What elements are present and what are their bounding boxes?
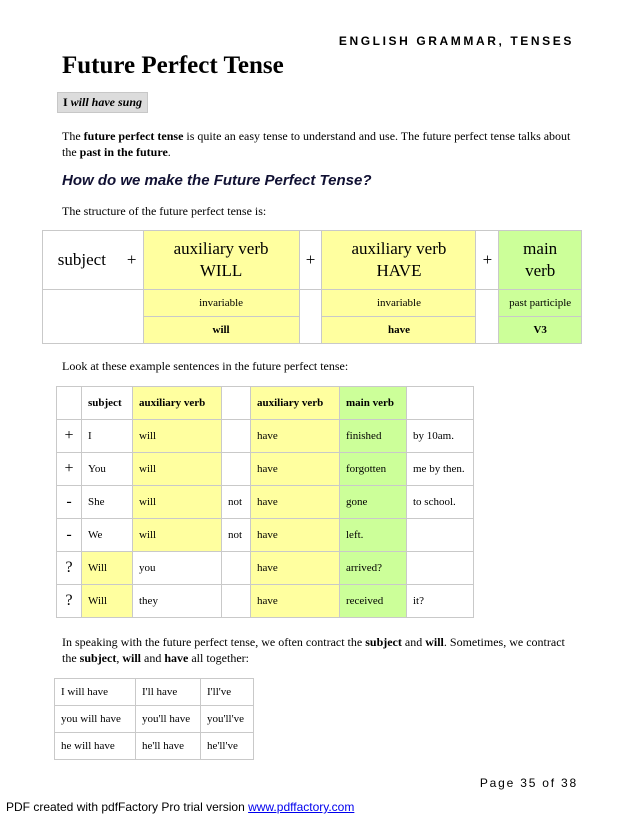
section-header: ENGLISH GRAMMAR, TENSES <box>338 34 574 48</box>
table-row: + I will have finished by 10am. <box>57 420 474 453</box>
polarity-symbol: + <box>57 453 82 486</box>
polarity-symbol: ? <box>57 552 82 585</box>
structure-main-note: past participle <box>499 290 582 317</box>
table-row: - We will not have left. <box>57 519 474 552</box>
contraction-table <box>54 678 254 760</box>
structure-aux2-form: have <box>322 317 476 344</box>
header-main-verb: main verb <box>340 387 407 420</box>
structure-aux1-form: will <box>143 317 299 344</box>
structure-subject: subject <box>43 231 121 290</box>
table-row: I will have I'll have I'll've <box>55 679 254 706</box>
page-title: Future Perfect Tense <box>62 52 284 79</box>
header-aux2: auxiliary verb <box>251 387 340 420</box>
example-subject: I <box>63 95 68 109</box>
polarity-symbol: ? <box>57 585 82 618</box>
structure-main-verb: main verb <box>499 231 582 290</box>
pdffactory-link[interactable]: www.pdffactory.com <box>248 800 355 814</box>
structure-aux2-note: invariable <box>322 290 476 317</box>
structure-table <box>42 230 582 344</box>
pdf-credit: PDF created with pdfFactory Pro trial version www.pdffactory.com <box>6 800 355 814</box>
table-row: ? Will you have arrived? <box>57 552 474 585</box>
examples-table <box>56 386 474 618</box>
page-number: Page 35 of 38 <box>479 776 578 790</box>
structure-aux1-note: invariable <box>143 290 299 317</box>
structure-plus-3: + <box>476 231 499 290</box>
polarity-symbol: - <box>57 486 82 519</box>
contraction-intro: In speaking with the future perfect tense, we often contract the subject and will. Sometimes, we contract the subject, will and have all together: <box>62 635 565 665</box>
example-rest: will have sung <box>70 95 143 109</box>
polarity-symbol: - <box>57 519 82 552</box>
example-sentence <box>57 92 148 113</box>
examples-intro: Look at these example sentences in the future perfect tense: <box>62 359 349 373</box>
structure-aux1: auxiliary verb WILL <box>143 231 299 290</box>
polarity-symbol: + <box>57 420 82 453</box>
structure-aux2: auxiliary verb HAVE <box>322 231 476 290</box>
structure-intro: The structure of the future perfect tense is: <box>62 204 267 218</box>
table-row: - She will not have gone to school. <box>57 486 474 519</box>
header-subject: subject <box>82 387 133 420</box>
structure-main-form: V3 <box>499 317 582 344</box>
table-row: you will have you'll have you'll've <box>55 706 254 733</box>
header-aux1: auxiliary verb <box>133 387 222 420</box>
structure-plus-2: + <box>299 231 322 290</box>
intro-paragraph: The future perfect tense is quite an easy tense to understand and use. The future perfect tense talks about the past in the future. <box>62 129 571 159</box>
table-row: he will have he'll have he'll've <box>55 733 254 760</box>
table-row: + You will have forgotten me by then. <box>57 453 474 486</box>
table-row: ? Will they have received it? <box>57 585 474 618</box>
section-heading: How do we make the Future Perfect Tense? <box>62 172 372 189</box>
structure-plus-1: + <box>121 231 143 290</box>
